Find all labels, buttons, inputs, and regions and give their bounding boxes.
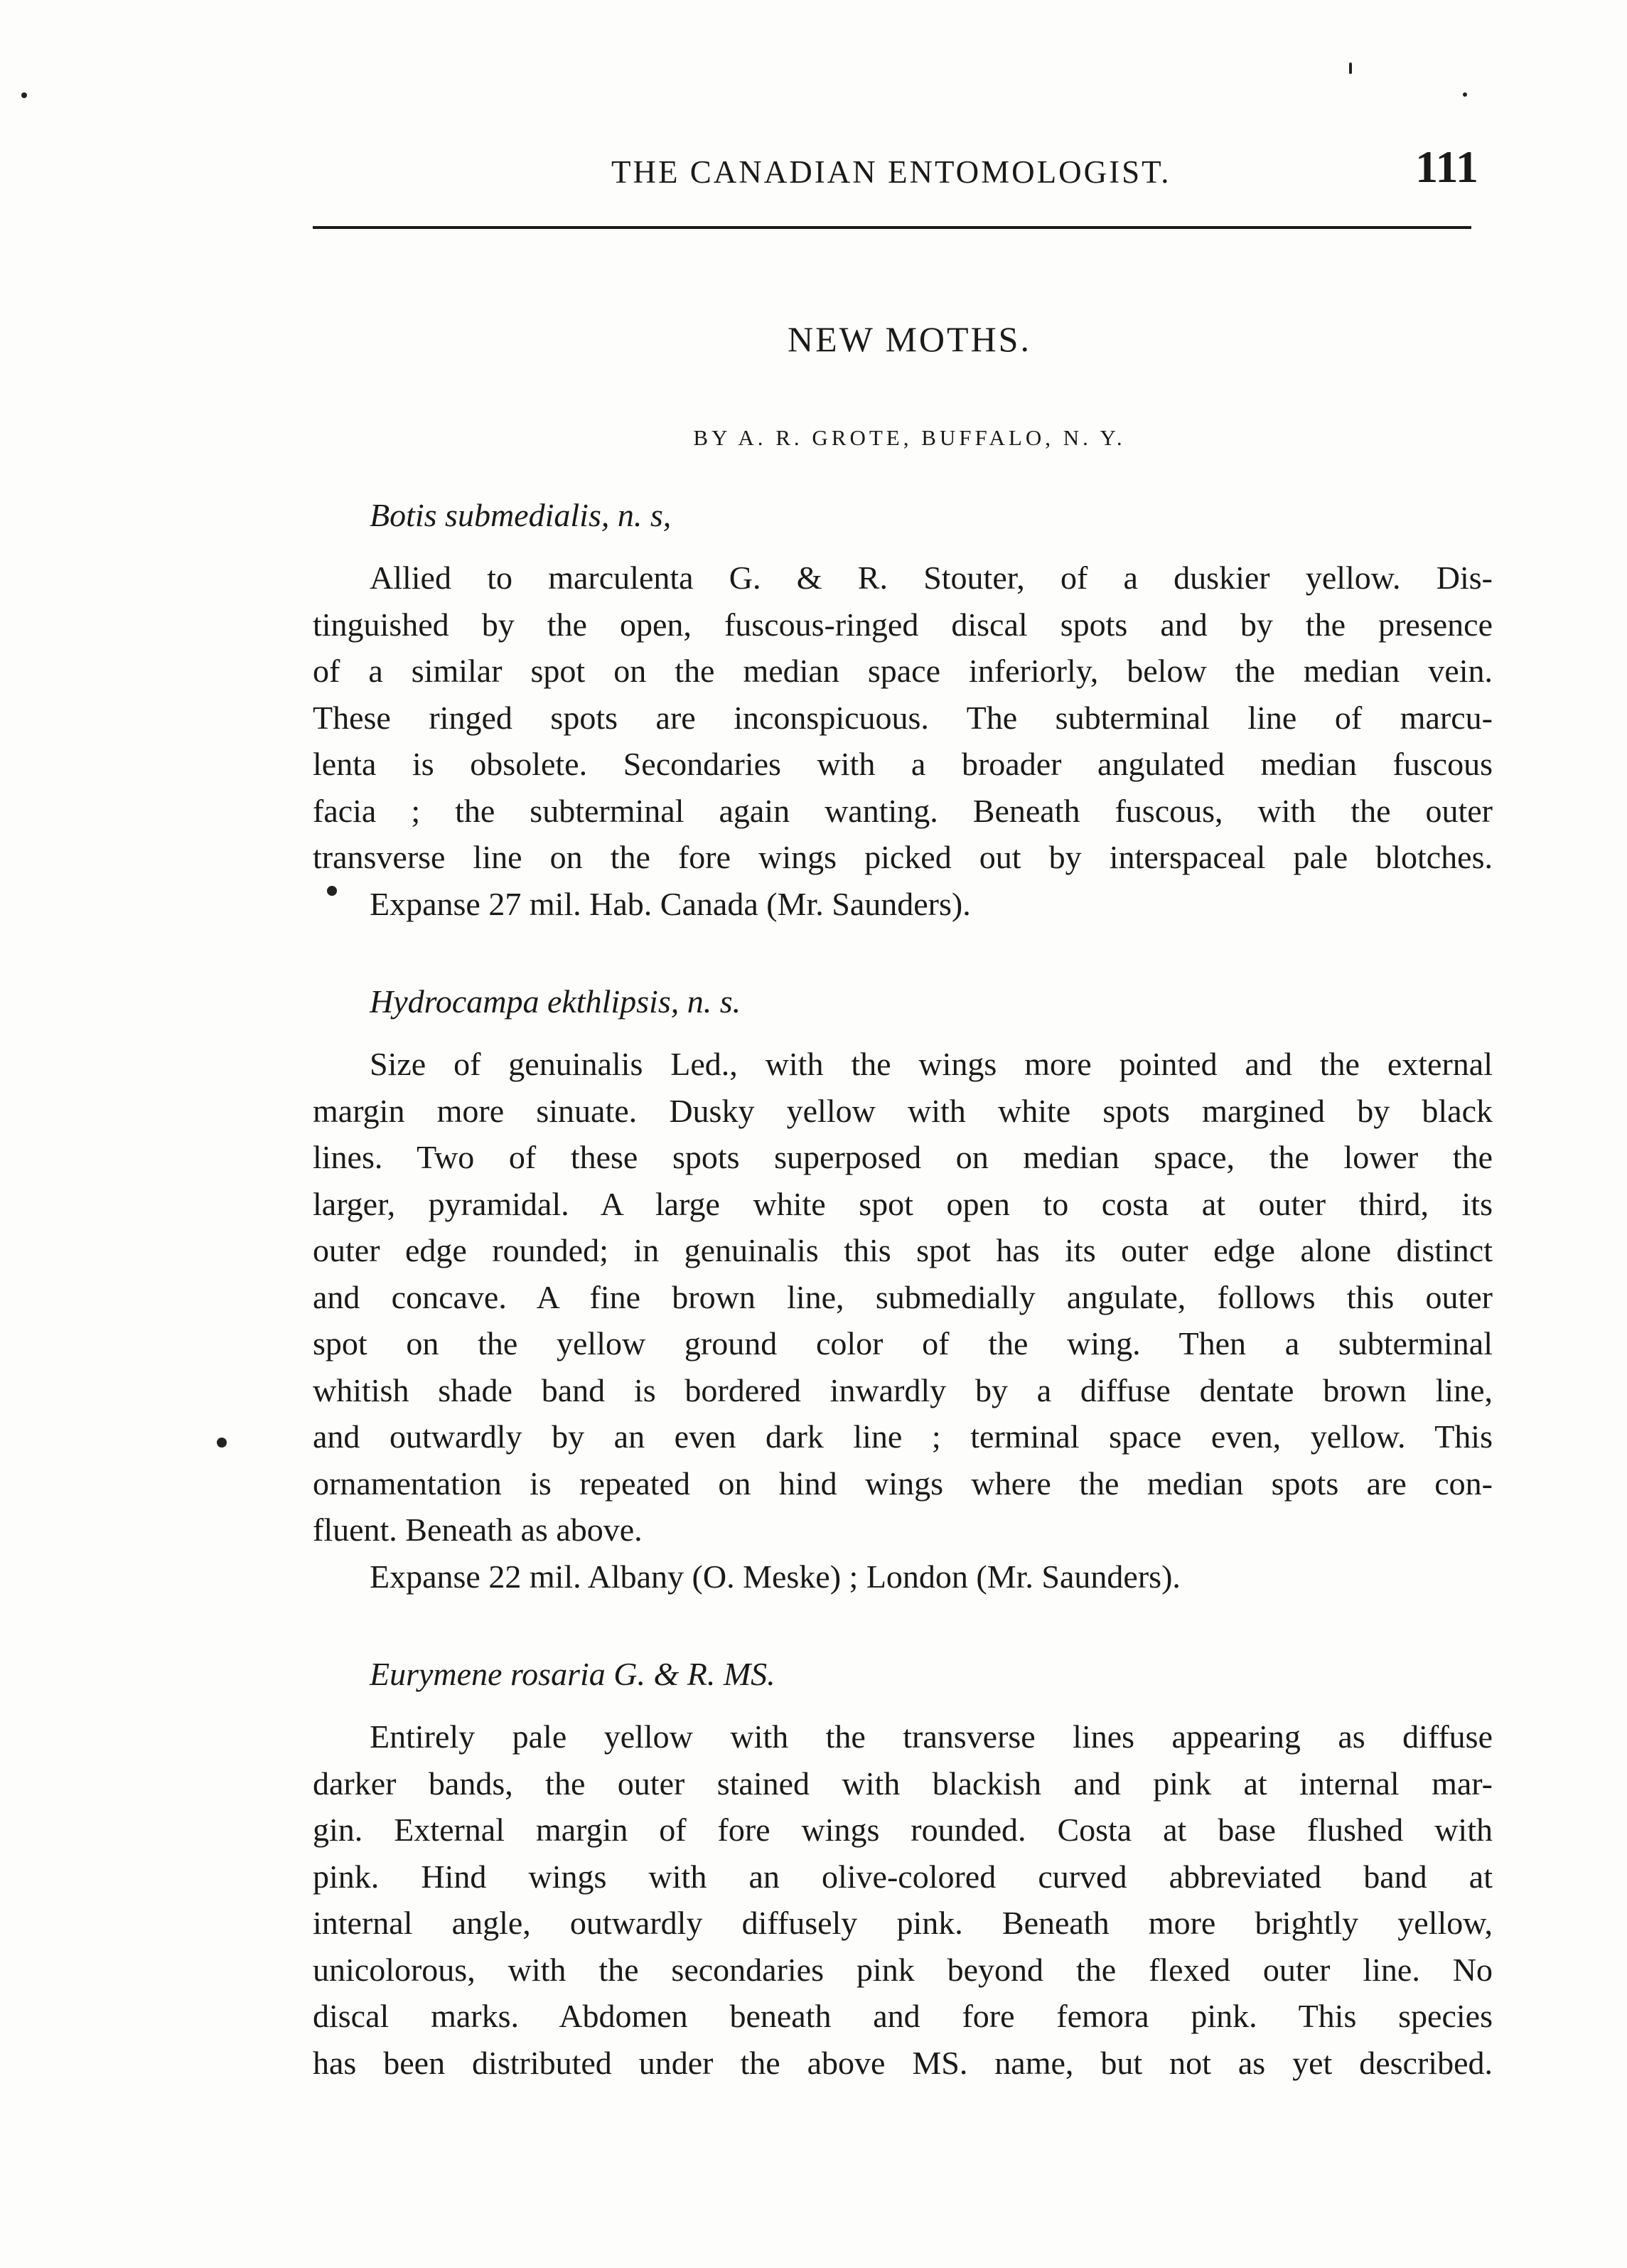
text-line: and concave. A fine brown line, submedially angulate, follows this outer xyxy=(313,1278,1493,1315)
species-description xyxy=(313,1041,1493,1553)
page-number: 111 xyxy=(1415,141,1478,192)
scan-speck xyxy=(1349,63,1352,74)
text-line: Entirely pale yellow with the transverse lines appearing as diffuse xyxy=(370,1718,1493,1755)
text-line: lines. Two of these spots superposed on median space, the lower the xyxy=(313,1139,1493,1175)
header-rule xyxy=(313,226,1471,229)
text-line: facia ; the subterminal again wanting. Beneath fuscous, with the outer xyxy=(313,792,1493,829)
text-line: larger, pyramidal. A large white spot open to costa at outer third, its xyxy=(313,1185,1493,1222)
species-section-eurymene xyxy=(313,1649,1493,2086)
text-line: unicolorous, with the secondaries pink beyond the flexed outer line. No xyxy=(313,1951,1493,1988)
species-section-hydrocampa xyxy=(313,977,1493,1600)
species-heading: Eurymene rosaria G. & R. MS. xyxy=(370,1656,775,1692)
species-description xyxy=(313,555,1493,881)
scan-speck xyxy=(327,886,337,896)
running-title: THE CANADIAN ENTOMOLOGIST. xyxy=(611,154,1171,190)
text-line: and outwardly by an even dark line ; terminal space even, yellow. This xyxy=(313,1418,1493,1455)
text-line: discal marks. Abdomen beneath and fore femora pink. This species xyxy=(313,1998,1493,2034)
text-line: margin more sinuate. Dusky yellow with white spots margined by black xyxy=(313,1092,1493,1129)
text-line: whitish shade band is bordered inwardly by a diffuse dentate brown line, xyxy=(313,1371,1493,1408)
article-byline: BY A. R. GROTE, BUFFALO, N. Y. xyxy=(693,425,1126,450)
text-line: outer edge rounded; in genuinalis this spot has its outer edge alone distinct xyxy=(313,1232,1493,1268)
article-body xyxy=(313,491,1493,2136)
article-title: NEW MOTHS. xyxy=(788,319,1031,359)
text-line: darker bands, the outer stained with blackish and pink at internal mar- xyxy=(313,1765,1493,1802)
text-line: pink. Hind wings with an olive-colored curved abbreviated band at xyxy=(313,1858,1493,1895)
scan-speck xyxy=(217,1438,227,1448)
scan-speck xyxy=(1463,92,1467,97)
scan-speck xyxy=(21,92,27,98)
text-line: spot on the yellow ground color of the wing. Then a subterminal xyxy=(313,1325,1493,1362)
text-line: of a similar spot on the median space inferiorly, below the median vein. xyxy=(313,653,1493,689)
text-line: lenta is obsolete. Secondaries with a broader angulated median fuscous xyxy=(313,746,1493,782)
text-line: internal angle, outwardly diffusely pink. Beneath more brightly yellow, xyxy=(313,1905,1493,1941)
text-line: has been distributed under the above MS. name, but not as yet described. xyxy=(313,2044,1493,2081)
text-line: fluent. Beneath as above. xyxy=(313,1512,643,1548)
species-section-botis xyxy=(313,491,1493,927)
page-header xyxy=(313,141,1493,205)
text-line: transverse line on the fore wings picked out by interspaceal pale blotches. xyxy=(313,839,1493,875)
expanse-line: Expanse 27 mil. Hab. Canada (Mr. Saunders). xyxy=(370,885,971,922)
text-line: ornamentation is repeated on hind wings where the median spots are con- xyxy=(313,1465,1493,1502)
species-heading: Botis submedialis, n. s, xyxy=(370,497,672,533)
text-line: tinguished by the open, fuscous-ringed discal spots and by the presence xyxy=(313,606,1493,643)
text-line: These ringed spots are inconspicuous. The subterminal line of marcu- xyxy=(313,699,1493,736)
expanse-line: Expanse 22 mil. Albany (O. Meske) ; London (Mr. Saunders). xyxy=(370,1558,1181,1595)
species-heading: Hydrocampa ekthlipsis, n. s. xyxy=(370,983,741,1020)
species-description xyxy=(313,1713,1493,2086)
text-line: Size of genuinalis Led., with the wings more pointed and the external xyxy=(370,1046,1493,1082)
text-line: gin. External margin of fore wings rounded. Costa at base flushed with xyxy=(313,1812,1493,1848)
text-line: Allied to marculenta G. & R. Stouter, of a duskier yellow. Dis- xyxy=(370,560,1493,596)
